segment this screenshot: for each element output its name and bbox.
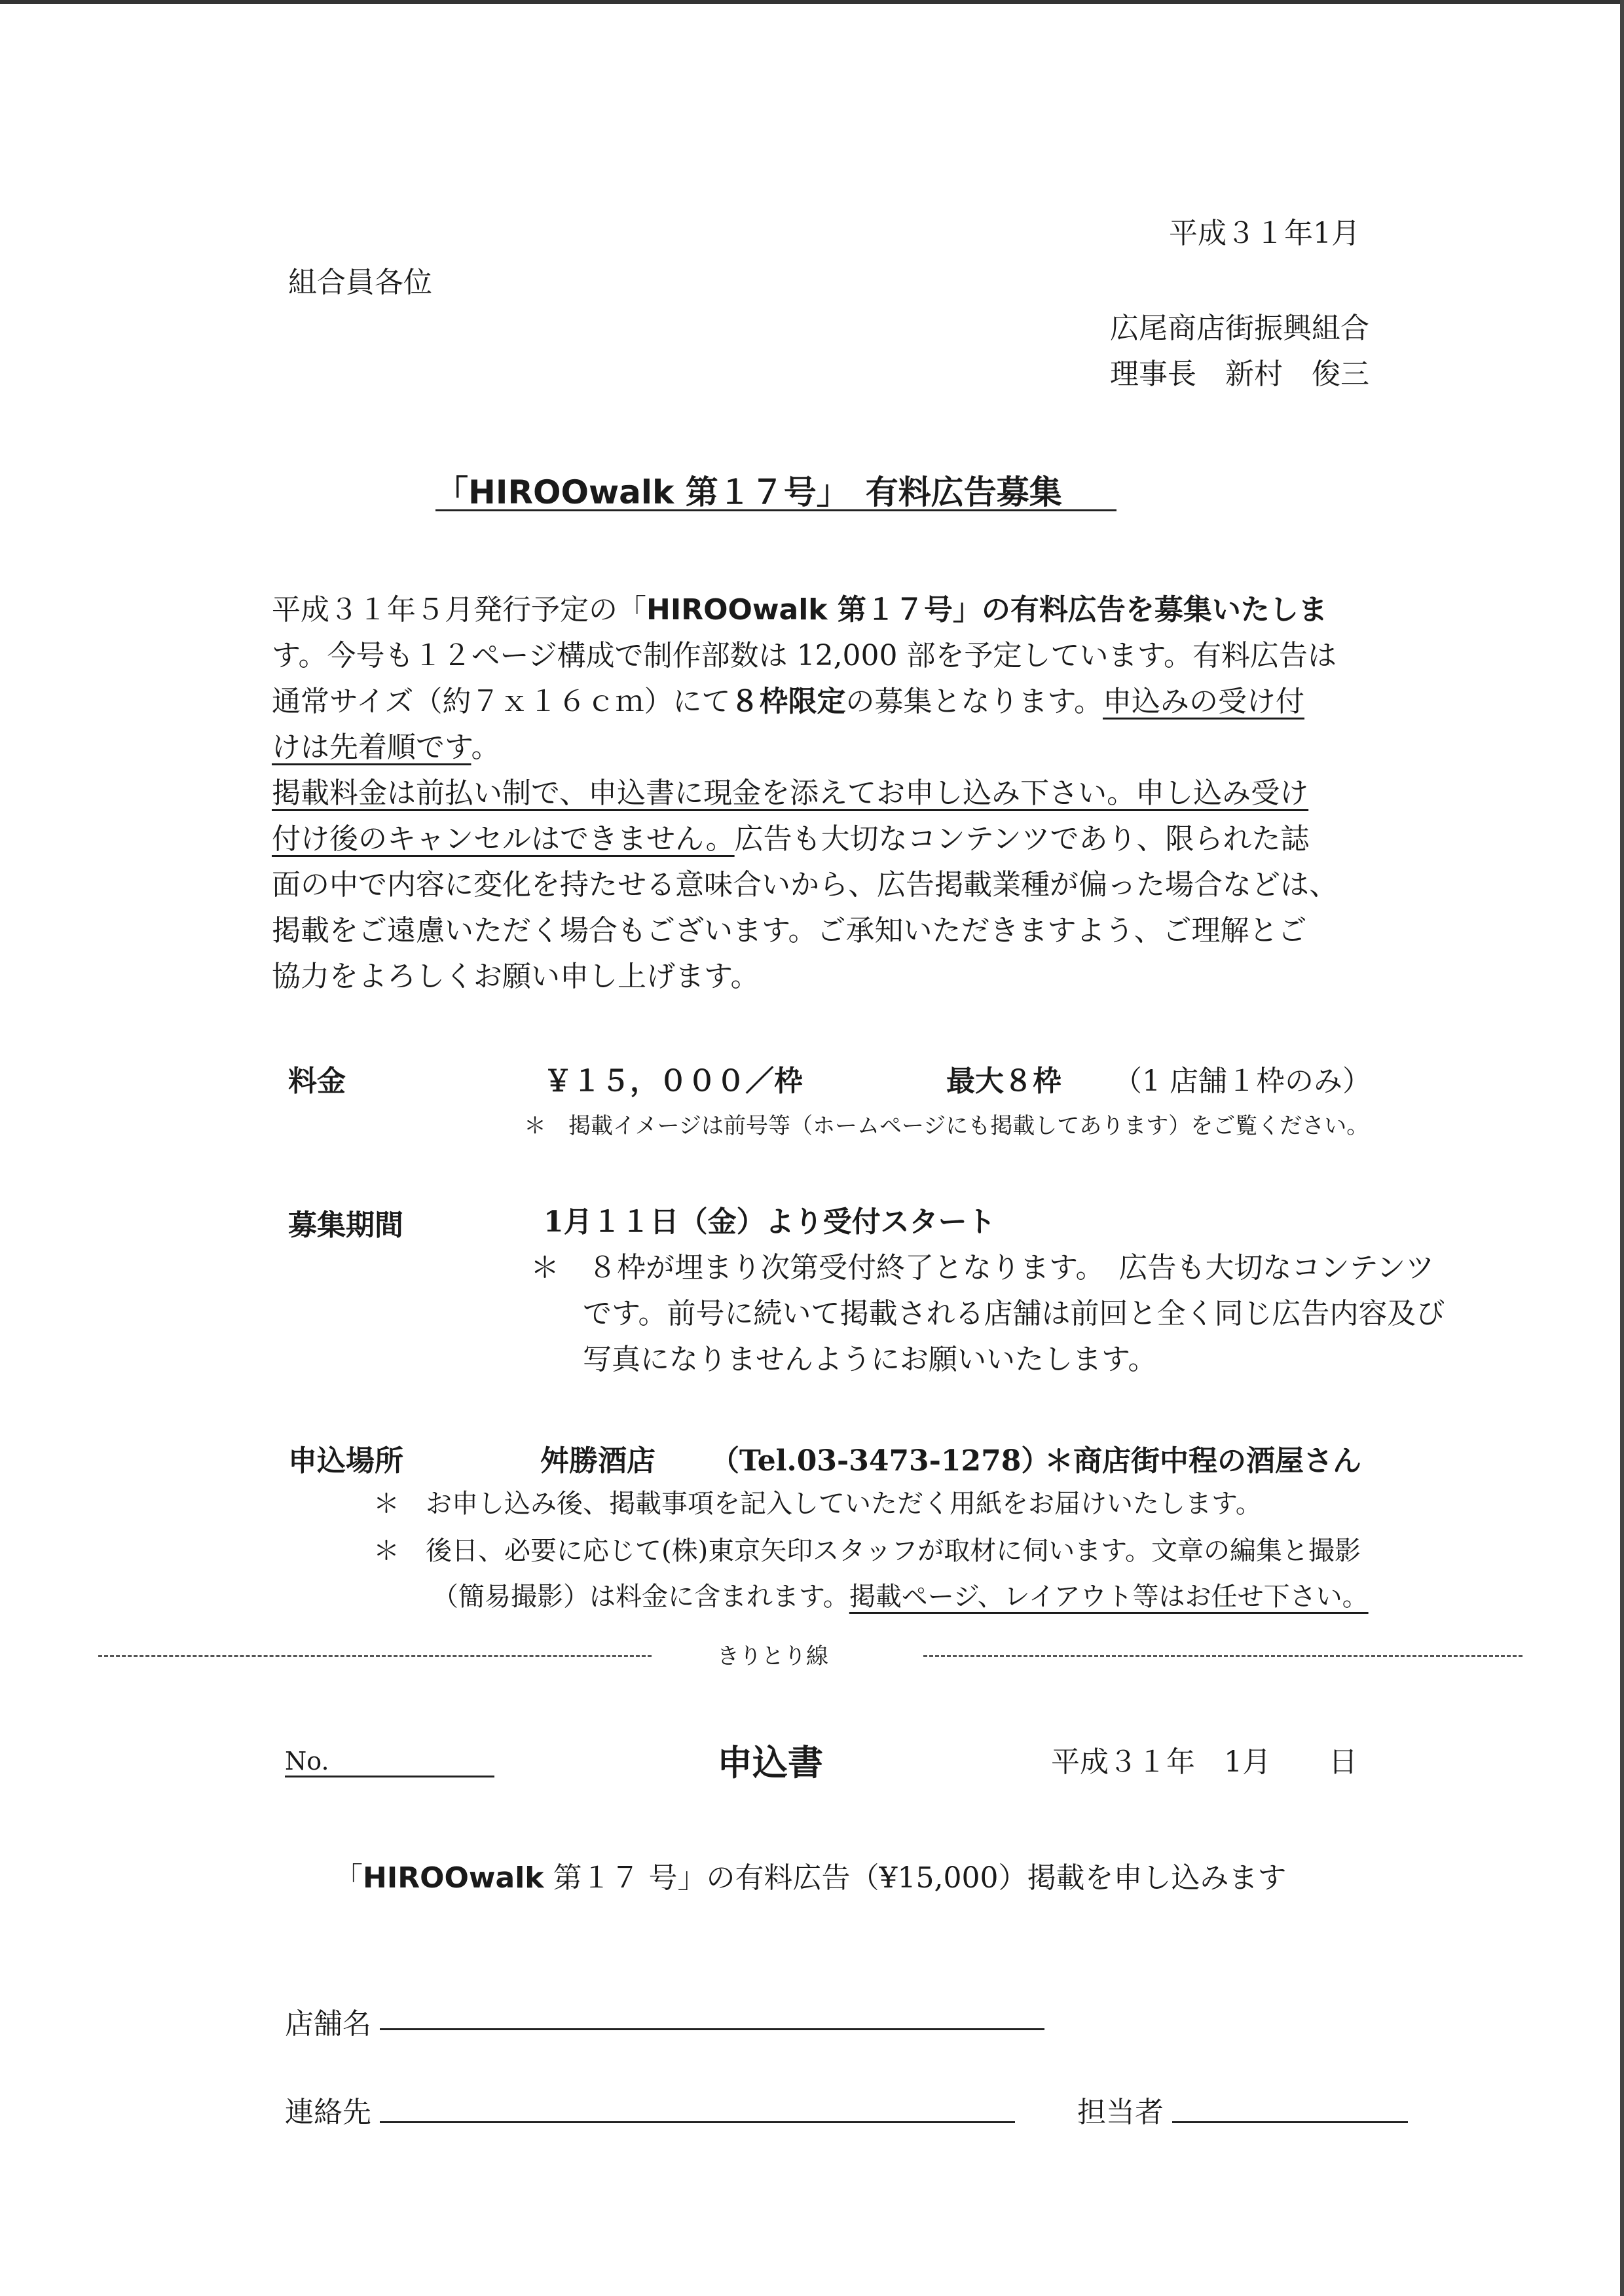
period-start: 1月１１日（金）より受付スタート [544,1205,996,1239]
fee-label: 料金 [288,1065,346,1098]
fee-price: ￥１５，０００／枠 [544,1065,803,1098]
body-line-3: 通常サイズ（約７ｘ１６ｃｍ）にて８枠限定の募集となります。申込みの受け付 [272,685,1304,718]
body-line-2: す。今号も１２ページ構成で制作部数は 12,000 部を予定しています。有料広告は [272,639,1337,672]
form-date: 平成３１年 1月 日 [1051,1745,1357,1779]
issue-date: 平成３１年1月 [1169,217,1360,250]
form-statement: 「HIROOwalk 第１７ 号」の有料広告（¥15,000）掲載を申し込みます [334,1861,1287,1895]
scan-edge-top [0,0,1624,4]
period-note-3: 写真になりませんようにお願いいたします。 [583,1343,1157,1376]
fee-max-slots: 最大８枠 [946,1065,1061,1098]
scan-edge-right [1620,0,1624,2296]
contact-field[interactable] [380,2121,1015,2123]
chairman-name: 理事長 新村 俊三 [1110,357,1369,391]
body-line-6: 付け後のキャンセルはできません。広告も大切なコンテンツであり、限られた誌 [272,822,1310,856]
period-label: 募集期間 [288,1209,403,1242]
person-in-charge-label: 担当者 [1077,2096,1164,2129]
body-line-1: 平成３１年５月発行予定の「HIROOwalk 第１７号」の有料広告を募集いたしま [272,593,1327,627]
shop-name-field[interactable] [380,2028,1044,2030]
place-label: 申込場所 [288,1444,403,1478]
period-note-1: ＊ ８枠が埋まり次第受付終了となります。 広告も大切なコンテンツ [530,1251,1435,1285]
person-in-charge-field[interactable] [1172,2121,1408,2123]
title-underline [435,509,1116,511]
place-tel: （Tel.03-3473-1278） [710,1444,1050,1478]
document-title: 「HIROOwalk 第１７号」 有料広告募集 [435,473,1062,511]
place-note-1: ＊ お申し込み後、掲載事項を記入していただく用紙をお届けいたします。 [373,1489,1262,1519]
place-desc: ＊商店街中程の酒屋さん [1044,1444,1361,1478]
fee-note: ＊ 掲載イメージは前号等（ホームページにも掲載してあります）をご覧ください。 [524,1113,1369,1139]
cut-line-left [98,1655,652,1657]
place-note-3: （簡易撮影）は料金に含まれます。掲載ページ、レイアウト等はお任せ下さい。 [432,1582,1369,1612]
body-line-5: 掲載料金は前払い制で、申込書に現金を添えてお申し込み下さい。申し込み受け [272,776,1309,810]
cut-line-right [923,1655,1522,1657]
cut-line-label: きりとり線 [717,1643,828,1669]
organization-name: 広尾商店街振興組合 [1110,312,1369,345]
place-note-2: ＊ 後日、必要に応じて(株)東京矢印スタッフが取材に伺います。文章の編集と撮影 [373,1536,1361,1566]
shop-name-label: 店舗名 [285,2007,371,2041]
fee-limit: （1 店舗１枠のみ） [1113,1065,1371,1098]
body-line-4: けは先着順です。 [272,731,500,764]
body-line-9: 協力をよろしくお願い申し上げます。 [272,960,760,993]
form-number-label: No. [285,1747,329,1776]
form-title: 申込書 [717,1741,823,1783]
place-shop: 舛勝酒店 [540,1444,655,1478]
body-line-7: 面の中で内容に変化を持たせる意味合いから、広告掲載業種が偏った場合などは、 [272,868,1338,902]
recipient: 組合員各位 [288,266,432,299]
form-number-line [285,1776,494,1777]
body-line-8: 掲載をご遠慮いただく場合もございます。ご承知いただきますよう、ご理解とご [272,914,1307,947]
contact-label: 連絡先 [285,2096,371,2129]
period-note-2: です。前号に続いて掲載される店舗は前回と全く同じ広告内容及び [583,1297,1445,1330]
